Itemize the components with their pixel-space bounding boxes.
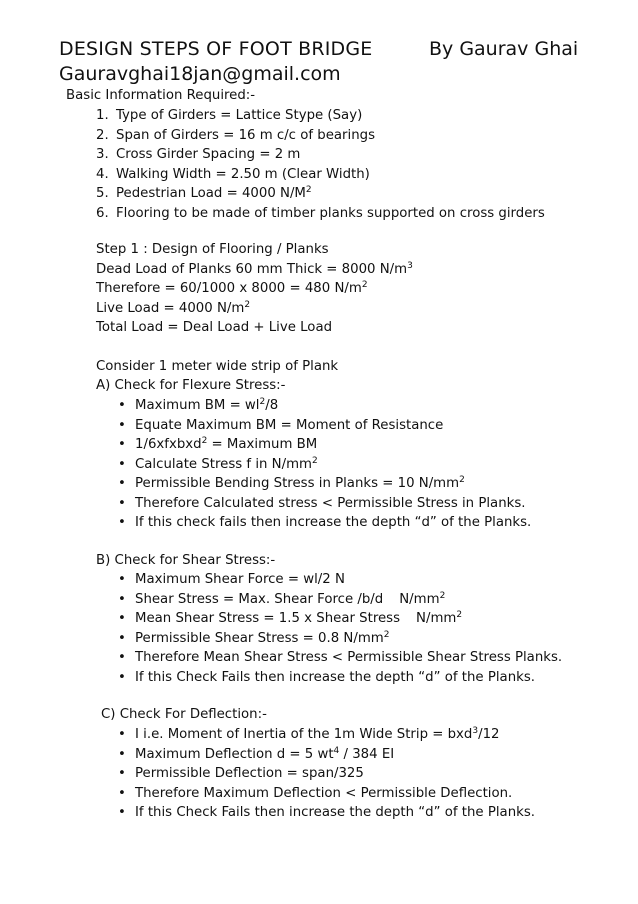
- bullet-glyph: •: [118, 669, 126, 685]
- numbered-item: [96, 185, 312, 203]
- bullet-text: If this Check Fails then increase the depth “d” of the Planks.: [135, 669, 535, 685]
- bullet-item: [135, 746, 394, 764]
- item-number: 5.: [96, 186, 109, 201]
- author-email: Gauravghai18jan@gmail.com: [59, 63, 341, 85]
- item-text: Cross Girder Spacing = 2 m: [116, 147, 301, 162]
- bullet-text: Shear Stress = Max. Shear Force /b/d: [135, 591, 384, 607]
- item-number: 2.: [96, 127, 109, 143]
- superscript: 2: [361, 280, 368, 290]
- step-1-heading: Step 1 : Design of Flooring / Planks: [96, 242, 329, 257]
- item-number: 1.: [96, 108, 109, 123]
- numbered-item: [96, 205, 545, 223]
- bullet-glyph: •: [118, 650, 126, 665]
- bullet-text: Therefore Maximum Deflection < Permissible Deflection.: [135, 785, 513, 801]
- bullet-item: [135, 436, 317, 454]
- superscript: 3: [472, 726, 479, 736]
- bullet-item: [135, 591, 445, 609]
- item-text: Pedestrian Load = 4000 N/M: [116, 186, 306, 201]
- header: [59, 38, 599, 64]
- bullet-item: [135, 475, 465, 493]
- bullet-item: [135, 804, 535, 822]
- bullet-glyph: •: [118, 746, 126, 762]
- basic-info-heading: Basic Information Required:-: [66, 88, 256, 103]
- bullet-text: Mean Shear Stress = 1.5 x Shear Stress: [135, 611, 401, 626]
- bullet-text: Maximum Deflection d = 5 wt: [135, 746, 334, 762]
- bullet-text: Therefore Calculated stress < Permissible Stress in Planks.: [135, 495, 526, 511]
- bullet-glyph: •: [118, 630, 126, 646]
- bullet-glyph: •: [118, 591, 126, 607]
- bullet-text-suffix: = Maximum BM: [207, 437, 318, 452]
- line-text: Therefore = 60/1000 x 8000 = 480 N/m: [96, 281, 362, 296]
- item-number: 4.: [96, 166, 109, 182]
- bullet-glyph: •: [118, 727, 126, 742]
- numbered-item: [96, 107, 362, 125]
- bullet-text: Maximum BM = wl: [135, 398, 260, 413]
- superscript: 2: [244, 300, 251, 310]
- bullet-glyph: •: [118, 611, 126, 626]
- bullet-item: [135, 726, 500, 744]
- numbered-item: [96, 166, 370, 184]
- item-text: Walking Width = 2.50 m (Clear Width): [116, 166, 370, 182]
- check-b-heading: B) Check for Shear Stress:-: [96, 553, 276, 568]
- superscript: 2: [305, 185, 312, 195]
- consider-strip-line: Consider 1 meter wide strip of Plank: [96, 359, 339, 374]
- bullet-glyph: •: [118, 417, 126, 433]
- superscript: 2: [259, 397, 266, 407]
- item-number: 6.: [96, 205, 109, 221]
- dead-load-line: [96, 261, 413, 279]
- bullet-glyph: •: [118, 515, 126, 530]
- bullet-item: [135, 417, 443, 435]
- bullet-glyph: •: [118, 785, 126, 801]
- item-number: 3.: [96, 147, 109, 162]
- superscript: 2: [439, 590, 446, 601]
- document-title: DESIGN STEPS OF FOOT BRIDGE: [59, 38, 373, 60]
- unit-text: N/mm: [416, 611, 457, 626]
- line-text: Dead Load of Planks 60 mm Thick = 8000 N/m: [96, 262, 408, 277]
- bullet-glyph: •: [118, 456, 126, 472]
- bullet-text: If this check fails then increase the depth “d” of the Planks.: [135, 515, 532, 530]
- bullet-glyph: •: [118, 398, 126, 413]
- superscript: 2: [383, 629, 390, 640]
- check-a-heading: A) Check for Flexure Stress:-: [96, 378, 286, 393]
- bullet-text: If this Check Fails then increase the depth “d” of the Planks.: [135, 805, 535, 820]
- bullet-text-suffix: /12: [478, 727, 500, 742]
- bullet-item: [135, 514, 531, 532]
- superscript: 2: [456, 610, 463, 620]
- bullet-text: Permissible Deflection = span/325: [135, 766, 364, 781]
- superscript: 4: [333, 745, 340, 756]
- bullet-text: Therefore Mean Shear Stress < Permissible Shear Stress Planks.: [135, 650, 563, 665]
- numbered-item: [96, 146, 300, 164]
- bullet-text: Calculate Stress f in N/mm: [135, 456, 313, 472]
- therefore-line: [96, 280, 368, 298]
- bullet-item: [135, 785, 512, 803]
- bullet-glyph: •: [118, 495, 126, 511]
- bullet-item: [135, 610, 462, 628]
- bullet-text: Permissible Bending Stress in Planks = 10 N/mm: [135, 476, 460, 491]
- superscript: 2: [459, 475, 465, 485]
- bullet-text-suffix: / 384 EI: [339, 746, 395, 762]
- item-text: Flooring to be made of timber planks supported on cross girders: [116, 205, 545, 221]
- bullet-text: 1/6xfxbxd: [135, 437, 202, 452]
- bullet-glyph: •: [118, 766, 126, 781]
- line-text: Live Load = 4000 N/m: [96, 301, 245, 316]
- superscript: 3: [407, 261, 413, 271]
- author-name: By Gaurav Ghai: [429, 38, 579, 60]
- superscript: 2: [312, 455, 318, 466]
- bullet-text: Equate Maximum BM = Moment of Resistance: [135, 417, 444, 433]
- bullet-text-suffix: /8: [265, 398, 279, 413]
- bullet-item: [135, 456, 318, 474]
- bullet-glyph: •: [118, 437, 126, 452]
- bullet-item: [135, 495, 525, 513]
- bullet-item: [135, 630, 390, 648]
- bullet-item: [135, 765, 364, 783]
- bullet-glyph: •: [118, 476, 126, 491]
- superscript: 2: [201, 436, 208, 446]
- bullet-glyph: •: [118, 572, 126, 587]
- bullet-item: [135, 649, 562, 667]
- item-text: Span of Girders = 16 m c/c of bearings: [116, 127, 375, 143]
- bullet-text: Permissible Shear Stress = 0.8 N/mm: [135, 630, 384, 646]
- unit-text: N/mm: [399, 591, 440, 607]
- live-load-line: [96, 300, 250, 318]
- check-c-heading: C) Check For Deflection:-: [101, 707, 267, 722]
- bullet-item: [135, 397, 278, 415]
- total-load-line: Total Load = Deal Load + Live Load: [96, 320, 333, 335]
- item-text: Type of Girders = Lattice Stype (Say): [116, 108, 363, 123]
- bullet-item: [135, 669, 535, 687]
- bullet-text: Maximum Shear Force = wl/2 N: [135, 572, 345, 587]
- numbered-item: [96, 127, 375, 145]
- bullet-glyph: •: [118, 805, 126, 820]
- bullet-item: [135, 571, 345, 589]
- bullet-text: I i.e. Moment of Inertia of the 1m Wide Strip = bxd: [135, 727, 473, 742]
